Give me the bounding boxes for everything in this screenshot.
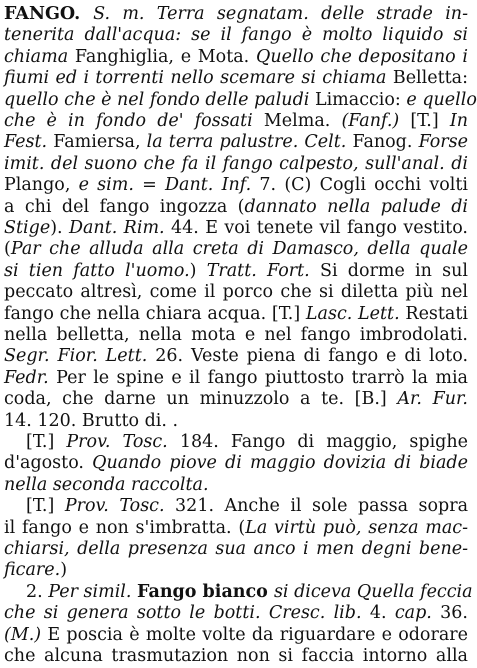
body-text: Limaccio:: [314, 89, 407, 110]
italic-text: S. m. Terra segnatam. delle strade in-: [93, 4, 468, 24]
italic-text: che si genera sotto le botti. Cresc. lib.: [4, 603, 370, 624]
entry-line: [4, 216, 468, 240]
italic-text: e sim. = Dant. Inf.: [78, 175, 260, 196]
italic-text: Per simil.: [48, 581, 138, 602]
body-text: 7. (C) Cogli occhi volti: [259, 175, 469, 196]
entry-line: [4, 601, 468, 625]
body-text: peccato altresì, come il porco che si diletta più nel: [4, 282, 468, 303]
body-text: Si dorme in sul: [319, 260, 469, 281]
italic-text: Forse: [418, 132, 469, 153]
italic-text: la terra palustre. Celt.: [146, 132, 353, 153]
entry-line: [4, 558, 468, 582]
italic-text: chiama: [4, 46, 75, 67]
body-text: [T.]: [26, 496, 65, 517]
body-text: Per le spine e il fango piuttosto trarrò la mia: [56, 367, 468, 388]
headword-text: Fango bianco: [137, 581, 274, 602]
body-text: Plango,: [4, 175, 79, 196]
italic-text: Tratt. Fort.: [206, 260, 320, 281]
body-text: Famiersa,: [53, 132, 147, 153]
italic-text: Quello che depositano i: [255, 46, 468, 67]
entry-line: [4, 280, 468, 304]
body-text: il fango e non s'imbratta. (: [4, 517, 246, 538]
italic-text: ficare.: [4, 560, 61, 581]
italic-text: nella seconda raccolta.: [4, 474, 209, 495]
entry-line: [4, 537, 468, 561]
italic-text: chiarsi, della presenza sua anco i men degni bene-: [4, 539, 468, 559]
entry-line: [4, 237, 468, 261]
italic-text: Fest.: [4, 132, 54, 153]
body-text: 321. Anche il sole passa sopra: [175, 496, 469, 517]
entry-line: [4, 580, 473, 604]
body-text: 14. 120. Brutto di. .: [4, 410, 179, 431]
italic-text: Par che alluda alla creta di Damasco, della quale: [10, 239, 468, 260]
body-text: Fanog.: [352, 132, 419, 153]
entry-line: [4, 152, 468, 176]
entry-line: [4, 109, 468, 133]
entry-line: [4, 644, 468, 668]
entry-line: [4, 45, 468, 69]
body-text: che alcuna trasmutazion non si faccia intorno alla: [4, 646, 468, 666]
italic-text: Segr. Fior. Lett.: [4, 346, 156, 367]
italic-text: Fedr.: [4, 367, 57, 388]
body-text: (: [4, 239, 11, 260]
body-text: Fanghiglia, e Mota.: [74, 46, 256, 67]
body-text: nella belletta, nella mota e nel fango imbrodolati.: [4, 325, 468, 345]
italic-text: Prov. Tosc.: [66, 432, 180, 452]
body-text: ): [60, 560, 68, 581]
entry-line: [4, 430, 468, 454]
entry-line: [4, 344, 468, 368]
body-text: Melma.: [263, 111, 342, 131]
italic-text: Quando piove di maggio dovizia di biade: [92, 453, 468, 474]
body-text: ).: [50, 218, 69, 238]
entry-line: [4, 66, 468, 90]
italic-text: Ar. Fur.: [397, 389, 468, 410]
entry-line: [4, 23, 468, 47]
body-text: ): [189, 260, 207, 281]
body-text: 44. E voi tenete vil fango vestito.: [171, 218, 468, 238]
italic-text: (Fanf.): [341, 111, 411, 131]
italic-text: che è in fondo de' fossati: [4, 111, 264, 131]
entry-line: [4, 473, 468, 497]
body-text: [T.]: [410, 111, 450, 131]
entry-line: [4, 173, 468, 197]
entry-line: [4, 516, 468, 540]
entry-line: [4, 88, 477, 112]
body-text: 36.: [440, 603, 468, 624]
entry-line: [4, 451, 468, 475]
body-text: 26. Veste piena di fango e di loto.: [155, 346, 469, 367]
entry-line: [4, 130, 468, 154]
entry-line: [4, 2, 468, 26]
italic-text: In: [449, 111, 468, 131]
italic-text: dannato nella palude di: [244, 196, 468, 217]
italic-text: (M.): [4, 624, 48, 645]
italic-text: Stige: [4, 218, 51, 238]
body-text: 2.: [26, 581, 49, 602]
italic-text: quello che è nel fondo delle paludi: [4, 89, 315, 110]
italic-text: Lasc. Lett.: [305, 303, 406, 324]
body-text: Belletta:: [392, 68, 468, 89]
body-text: a chi del fango ingozza (: [4, 196, 245, 217]
body-text: 4.: [369, 603, 395, 624]
entry-line: [4, 623, 468, 647]
entry-line: [4, 494, 468, 518]
italic-text: si diceva: [273, 581, 357, 602]
italic-text: fiumi ed i torrenti nello scemare si chiama: [4, 68, 393, 89]
italic-text: cap.: [394, 603, 441, 624]
italic-text: imit. del suono che fa il fango calpesto, sull'anal. di: [4, 153, 468, 174]
italic-text: e quello: [406, 89, 477, 110]
body-text: coda, che darne un minuzzolo a te. [B.]: [4, 389, 398, 410]
entry-line: [4, 366, 468, 390]
entry-line: [4, 302, 468, 326]
entry-line: [4, 259, 468, 283]
italic-text: Prov. Tosc.: [64, 496, 176, 517]
entry-line: [4, 195, 468, 219]
body-text: E poscia è molte volte da riguardare e odorare: [47, 624, 468, 645]
italic-text: tenerita dall'acqua: se il fango è molto liquido si: [4, 25, 468, 46]
italic-text: Quella feccia: [356, 581, 473, 602]
italic-text: La virtù può, senza mac-: [245, 517, 468, 538]
body-text: 184. Fango di maggio, spighe: [179, 432, 469, 452]
entry-line: [4, 323, 468, 347]
italic-text: si tien fatto l'uomo.: [4, 260, 190, 281]
entry-line: [4, 387, 468, 411]
italic-text: Dant. Rim.: [68, 218, 171, 238]
body-text: fango che nella chiara acqua. [T.]: [4, 303, 306, 324]
body-text: Restati: [405, 303, 468, 324]
body-text: [T.]: [26, 432, 67, 452]
headword-text: FANGO.: [4, 4, 94, 24]
entry-line: [4, 409, 468, 433]
body-text: d'agosto.: [4, 453, 93, 474]
